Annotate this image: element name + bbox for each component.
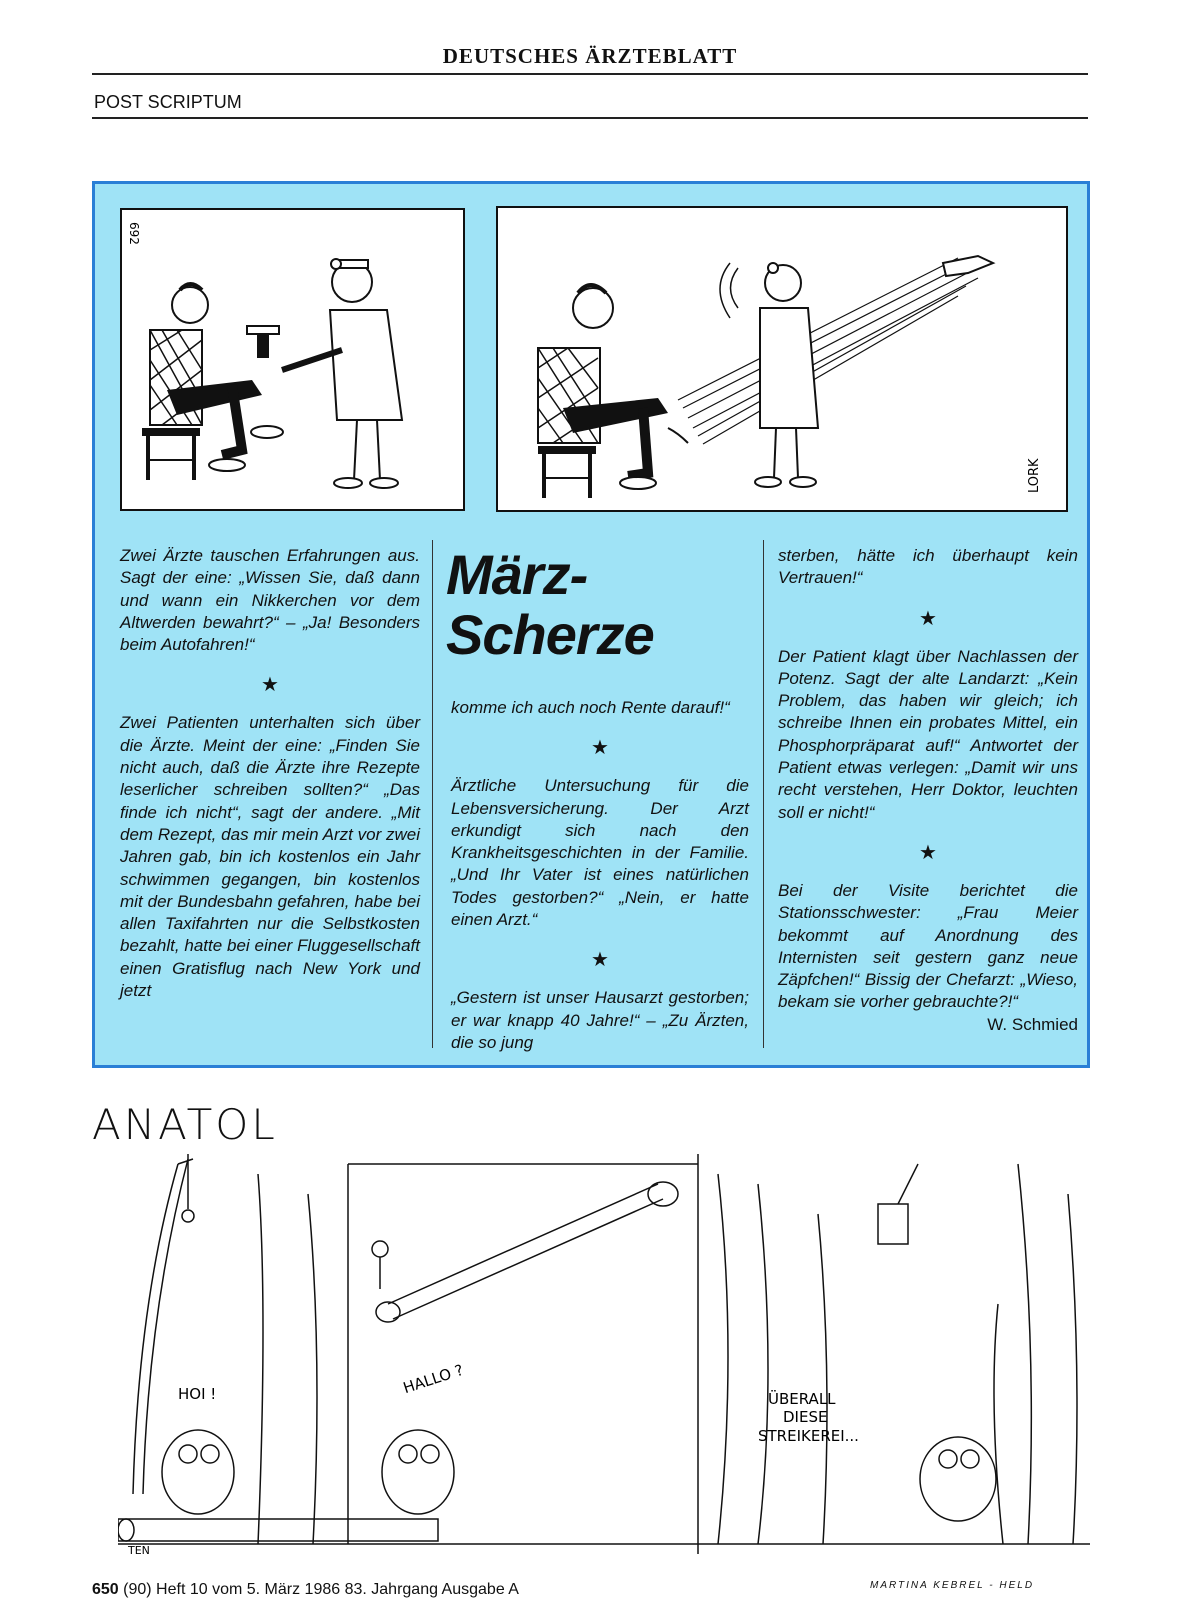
cartoon-panel-1 <box>120 208 465 511</box>
column-2 <box>451 697 749 1054</box>
joke-1: Zwei Ärzte tauschen Erfahrungen aus. Sagt der eine: „Wissen Sie, daß dann und wann ein Nikkerchen vor dem Altwerden bewahrt?“ – „Ja! Besonders beim Autofahren!“ <box>120 546 420 655</box>
star-separator: ★ <box>919 841 937 864</box>
speech-streik-line-1: ÜBERALL <box>768 1390 836 1408</box>
comic-strip <box>118 1154 1090 1574</box>
column-1 <box>120 545 420 1002</box>
comic-strip-illustration <box>118 1154 1090 1574</box>
column-3 <box>778 545 1078 1036</box>
cartoon-panel-2 <box>496 206 1068 512</box>
cartoon-2-signature: LORK <box>1027 458 1042 493</box>
joke-6 <box>778 880 1078 1034</box>
joke-3: Ärztliche Untersuchung für die Lebensversicherung. Der Arzt erkundigt sich nach den Krankheitsgeschichten in der Familie. „Und Ihr Vater ist eines natürlichen Todes gestorben?“ „Nein, er hatte einen Arzt.“ <box>451 776 749 930</box>
section-rule <box>92 117 1088 119</box>
speech-streik-line-3: STREIKEREI... <box>758 1427 859 1445</box>
speech-hallo: HALLO ? <box>400 1360 466 1398</box>
header-rule <box>92 73 1088 75</box>
star-separator: ★ <box>919 607 937 630</box>
star-separator: ★ <box>591 737 609 760</box>
column-divider <box>763 540 764 1048</box>
joke-5: Der Patient klagt über Nachlassen der Potenz. Sagt der alte Landarzt: „Kein Problem, das haben wir gleich; ich schreibe Ihnen ein probates Mittel, ein Phosphorpräparat auf!“ Antwortet der Patient etwas verlegen: „Damit wir uns recht verstehen, Herr Doktor, leuchten soll er nicht!“ <box>778 646 1078 822</box>
joke-2-end: komme ich auch noch Rente darauf!“ <box>451 698 730 717</box>
star-separator: ★ <box>261 674 279 697</box>
speech-streik-line-2: DIESE <box>783 1408 828 1426</box>
cartoon-2-illustration <box>498 208 1066 510</box>
cartoon-1-signature: 692 <box>127 222 141 245</box>
comic-strip-title: ANATOL <box>92 1100 278 1149</box>
strip-small-signature: TEN <box>128 1544 150 1557</box>
page-footer <box>92 1581 519 1599</box>
strip-artist-credit: MARTINA KEBREL - HELD <box>870 1580 1035 1591</box>
article-headline <box>446 545 746 665</box>
author-signature: W. Schmied <box>987 1014 1078 1034</box>
joke-2-start: Zwei Patienten unterhalten sich über die Ärzte. Meint der eine: „Finden Sie nicht auch, daß die Ärzte ihre Rezepte leserlicher schreiben sollten?“ „Das finde ich nicht“, sagt der andere. „Mit dem Rezept, das mir mein Arzt vor zwei Jahren gab, bin ich kostenlos ein Jahr schwimmen gegangen, bin kostenlos mit der Bundesbahn gefahren, habe bei allen Taxifahrten nur die Selbstkosten bezahlt, hatte bei einer Fluggesellschaft einen Gratisflug nach New York und jetzt <box>120 713 420 1001</box>
masthead: DEUTSCHES ÄRZTEBLATT <box>442 44 738 68</box>
page-number: 650 <box>92 1581 119 1598</box>
star-separator: ★ <box>591 949 609 972</box>
speech-hoi: HOI ! <box>178 1385 217 1403</box>
column-divider <box>432 540 433 1048</box>
cartoon-1-illustration <box>122 210 463 509</box>
joke-6-text: Bei der Visite berichtet die Stationsschwester: „Frau Meier bekommt auf Anordnung des Internisten seit gestern ganz neue Zäpfchen!“ Bissig der Chefarzt: „Wieso, bekam sie vorher gebrauchte?!“ <box>778 880 1078 1012</box>
headline-line-1: März- <box>446 543 588 606</box>
joke-4-end: sterben, hätte ich überhaupt kein Vertrauen!“ <box>778 546 1078 588</box>
section-label: POST SCRIPTUM <box>94 92 242 112</box>
issue-info: (90) Heft 10 vom 5. März 1986 83. Jahrgang Ausgabe A <box>123 1581 519 1598</box>
joke-4-start: „Gestern ist unser Hausarzt gestorben; er war knapp 40 Jahre!“ – „Zu Ärzten, die so jung <box>451 988 749 1052</box>
headline-line-2: Scherze <box>446 603 654 666</box>
